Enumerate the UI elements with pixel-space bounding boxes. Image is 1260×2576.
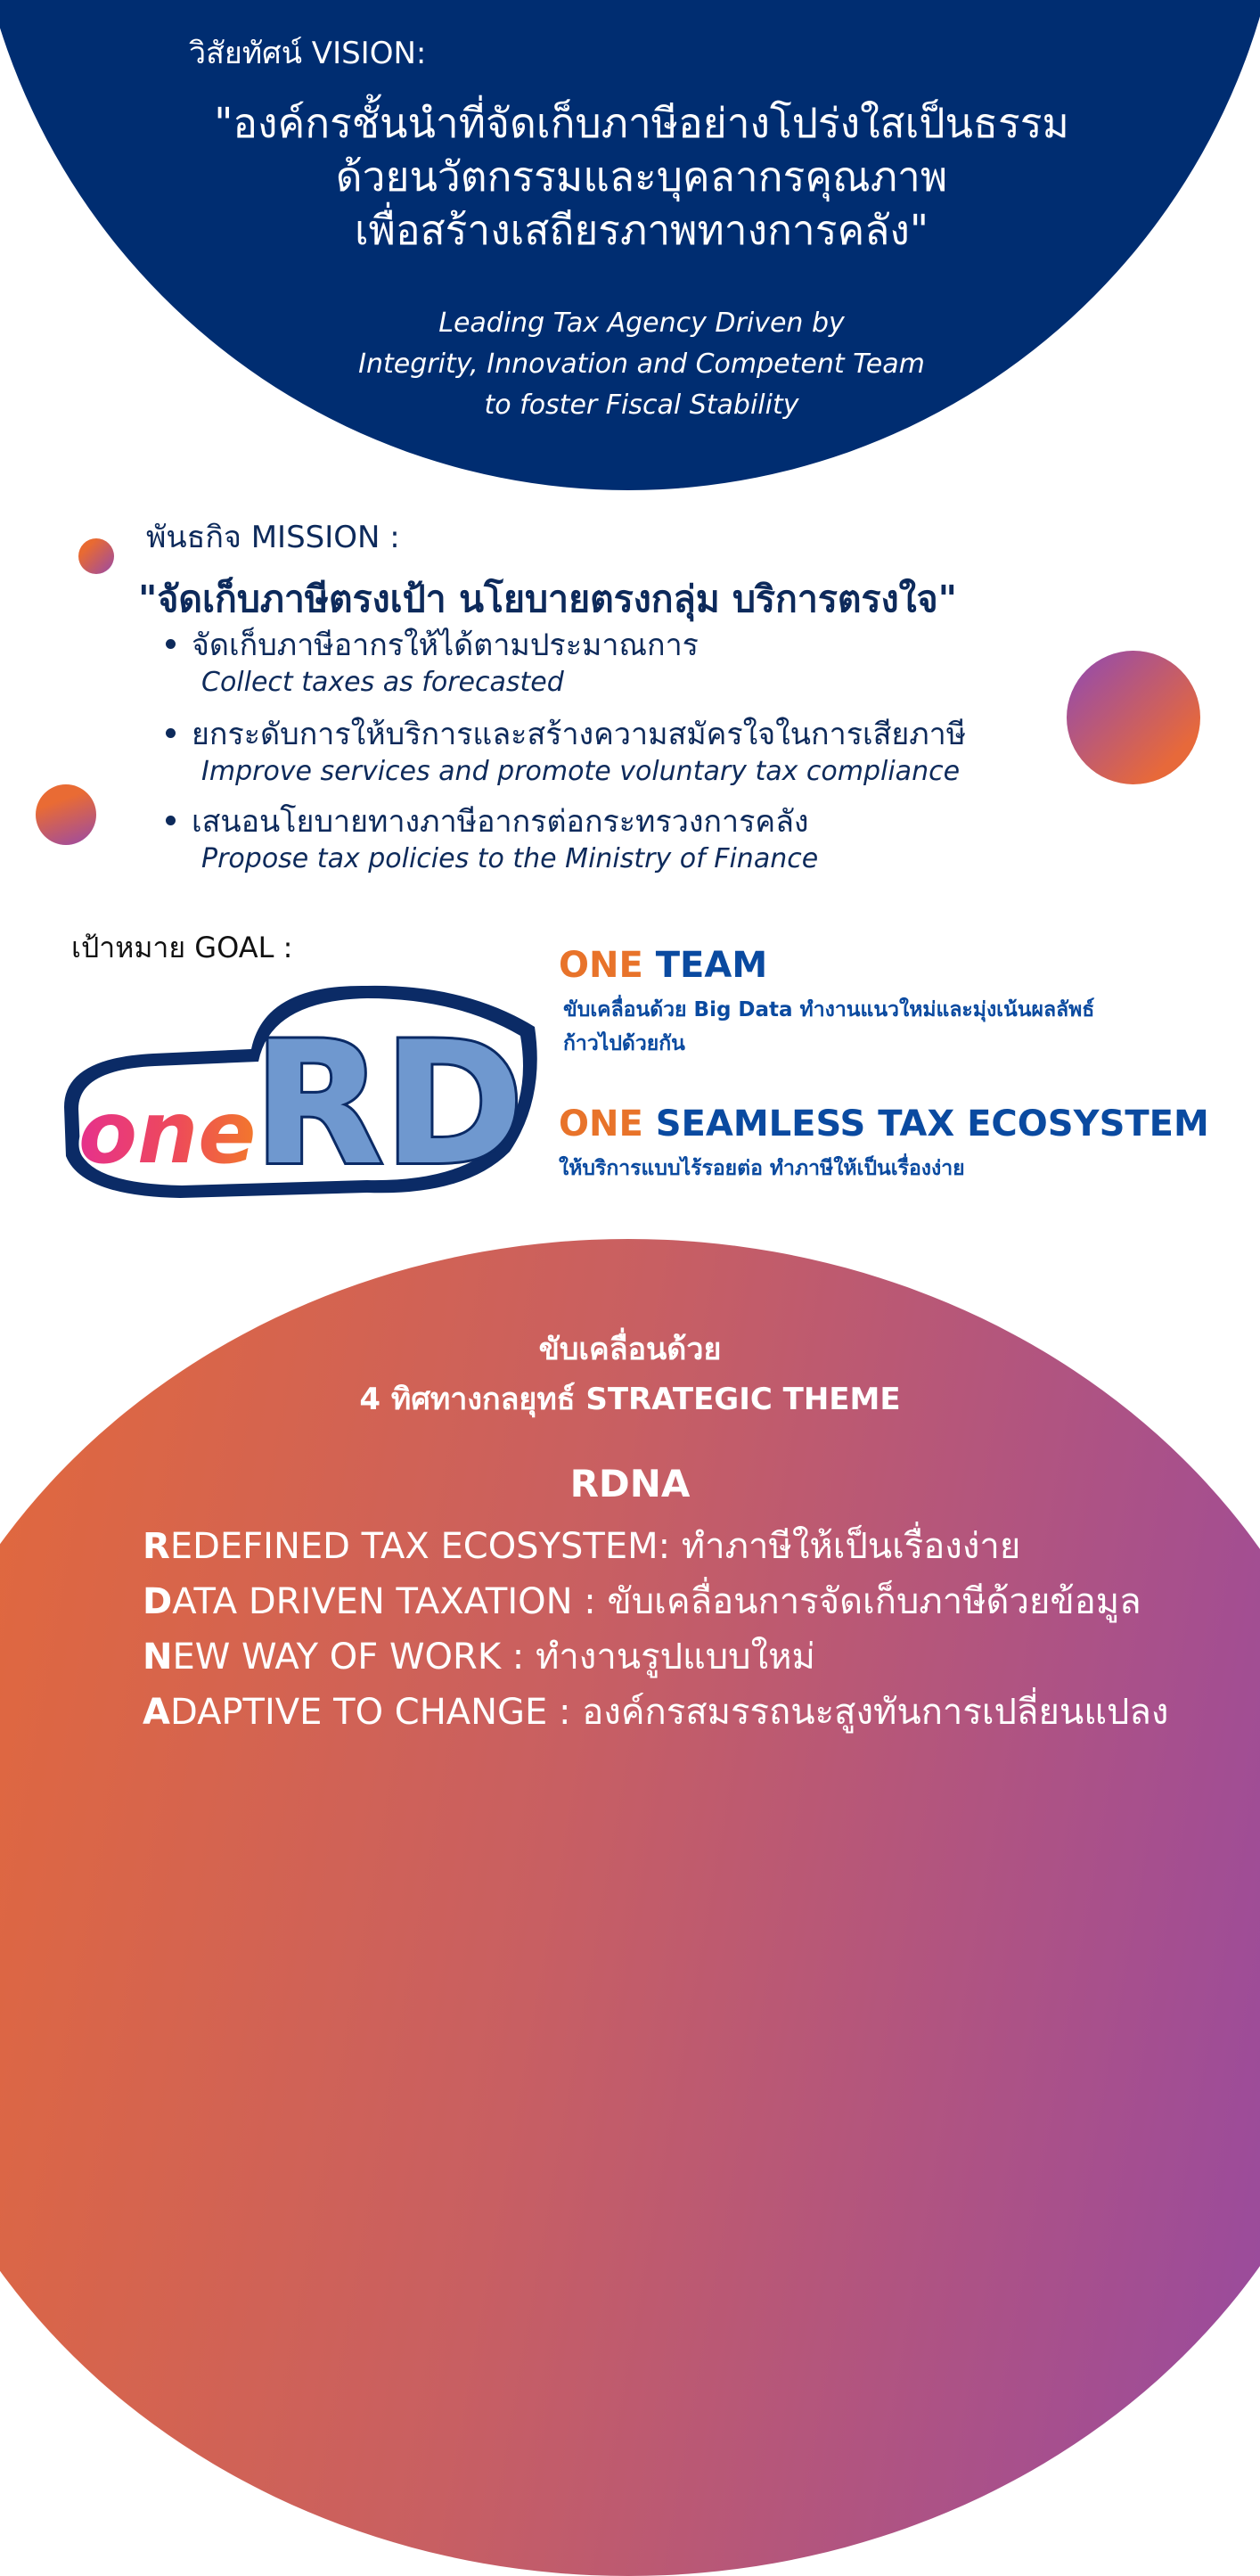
- rdna-initial: R: [143, 1526, 170, 1567]
- goal-one-team-title: [559, 945, 767, 986]
- vision-english-line: Leading Tax Agency Driven by: [438, 308, 845, 339]
- mission-item-thai: จัดเก็บภาษีอากรให้ได้ตามประมาณการ: [166, 626, 699, 665]
- rdna-item-text: EDEFINED TAX ECOSYSTEM: ทำภาษีให้เป็นเรื่องง่าย: [169, 1526, 1021, 1567]
- goal-seamless-title: [559, 1103, 1209, 1144]
- strategy-theme-heading: 4 ทิศทางกลยุทธ์ STRATEGIC THEME: [359, 1382, 901, 1417]
- rdna-initial: N: [143, 1637, 173, 1678]
- vision-heading: วิสัยทัศน์ VISION:: [189, 36, 427, 71]
- rdna-item-text: ATA DRIVEN TAXATION : ขับเคลื่อนการจัดเก็บภาษีด้วยข้อมูล: [172, 1581, 1141, 1622]
- rdna-item-new-way: [143, 1628, 815, 1685]
- mission-item: [166, 626, 699, 701]
- goal-title-rest: TEAM: [655, 945, 768, 986]
- mission-slogan: "จัดเก็บภาษีตรงเป้า นโยบายตรงกลุ่ม บริการตรงใจ": [138, 578, 957, 620]
- goal-title-highlight: ONE: [559, 945, 643, 986]
- goal-description-line: ขับเคลื่อนด้วย Big Data ทำงานแนวใหม่และมุ่งเน้นผลลัพธ์: [563, 998, 1095, 1021]
- rdna-initial: D: [143, 1581, 173, 1622]
- mission-item: [166, 715, 966, 790]
- vision-thai-line: ด้วยนวัตกรรมและบุคลากรคุณภาพ: [335, 152, 948, 201]
- vision-english-line: Integrity, Innovation and Competent Team: [358, 349, 925, 380]
- mission-heading: พันธกิจ MISSION :: [146, 520, 400, 555]
- mission-item-thai: เสนอนโยบายทางภาษีอากรต่อกระทรวงการคลัง: [166, 802, 818, 841]
- rdna-initial: A: [143, 1692, 170, 1733]
- strategy-intro: ขับเคลื่อนด้วย: [538, 1332, 722, 1367]
- mission-item-thai: ยกระดับการให้บริการและสร้างความสมัครใจในการเสียภาษี: [166, 715, 966, 754]
- strategy-background-circle: [0, 1239, 1260, 2576]
- rdna-item-redefined: [143, 1517, 1020, 1574]
- rdna-item-adaptive: [143, 1683, 1168, 1740]
- mission-item-english: Propose tax policies to the Ministry of Finance: [201, 843, 819, 874]
- rdna-item-text: EW WAY OF WORK : ทำงานรูปแบบใหม่: [172, 1637, 815, 1678]
- rdna-title: RDNA: [569, 1462, 691, 1505]
- vision-thai-statement: [89, 96, 1194, 257]
- mission-item-english: Improve services and promote voluntary tax compliance: [201, 756, 961, 787]
- goal-title-rest: SEAMLESS TAX ECOSYSTEM: [655, 1103, 1209, 1144]
- logo-one-text: one: [78, 1083, 257, 1183]
- decorative-dot-large: [1067, 651, 1200, 784]
- vision-english-line: to foster Fiscal Stability: [484, 390, 799, 421]
- rdna-item-data-driven: [143, 1572, 1141, 1629]
- mission-item-english: Collect taxes as forecasted: [201, 667, 564, 698]
- goal-heading: เป้าหมาย GOAL :: [71, 931, 293, 964]
- vision-english-statement: [178, 303, 1105, 426]
- goal-one-team-description: [563, 993, 1205, 1061]
- decorative-dot-small: [78, 538, 114, 574]
- logo-rd-text: RD: [253, 1005, 525, 1202]
- goal-title-highlight: ONE: [559, 1103, 643, 1144]
- goal-description-line: ให้บริการแบบไร้รอยต่อ ทำภาษีให้เป็นเรื่องง่าย: [559, 1157, 965, 1180]
- rdna-item-text: DAPTIVE TO CHANGE : องค์กรสมรรถนะสูงทันการเปลี่ยนแปลง: [169, 1692, 1169, 1733]
- goal-seamless-description: [559, 1152, 1200, 1185]
- onerd-logo: [46, 973, 545, 1205]
- mission-item: [166, 802, 818, 877]
- decorative-dot-medium: [36, 784, 96, 845]
- vision-thai-line: เพื่อสร้างเสถียรภาพทางการคลัง": [354, 206, 929, 254]
- goal-description-line: ก้าวไปด้วยกัน: [563, 1032, 685, 1055]
- vision-thai-line: "องค์กรชั้นนำที่จัดเก็บภาษีอย่างโปร่งใสเป็นธรรม: [214, 99, 1069, 147]
